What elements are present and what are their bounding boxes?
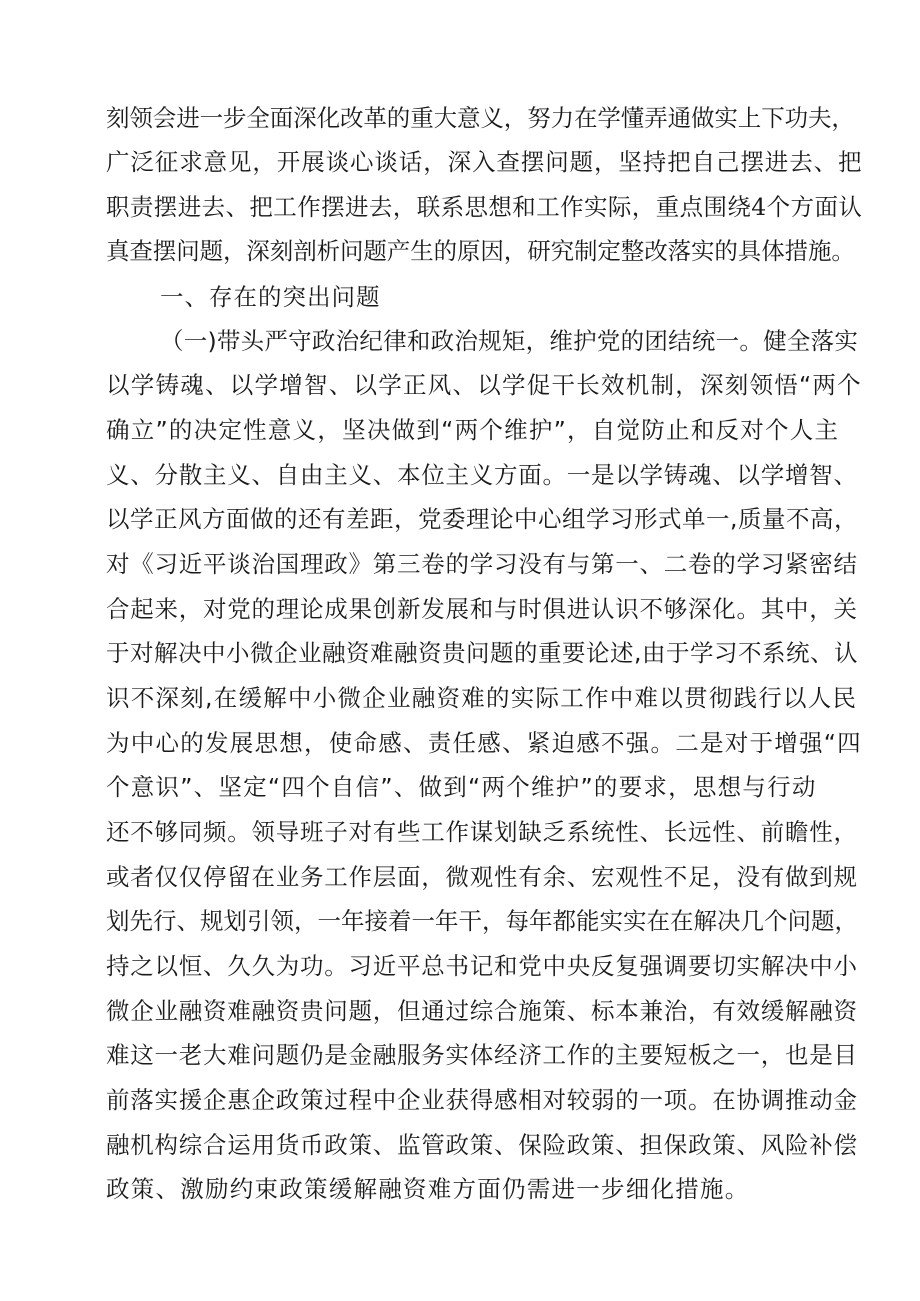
body-line-20: 政策、激励约束政策缓解融资难方面仍需进一步细化措施。 [106, 1175, 750, 1203]
body-line-2: 以学铸魂、以学增智、以学正风、以学促干长效机制，深刻领悟“两个 [106, 371, 862, 399]
intro-line-4: 真查摆问题，深刻剖析问题产生的原因，研究制定整改落实的具体措施。 [106, 237, 855, 265]
body-line-9: 识不深刻,在缓解中小微企业融资难的实际工作中难以贯彻践行以人民 [106, 684, 858, 712]
body-line-11: 个意识”、坚定“四个自信”、做到“两个维护”的要求，思想与行动 [106, 773, 817, 801]
body-line-1: （一)带头严守政治纪律和政治规矩，维护党的团结统一。健全落实 [160, 327, 859, 355]
body-line-4: 义、分散主义、自由主义、本位主义方面。一是以学铸魂、以学增智、 [106, 461, 858, 489]
body-line-6: 对《习近平谈治国理政》第三卷的学习没有与第一、二卷的学习紧密结 [106, 550, 858, 578]
body-line-7: 合起来，对党的理论成果创新发展和与时俱进认识不够深化。其中，关 [106, 595, 858, 623]
body-line-15: 持之以恒、久久为功。习近平总书记和党中央反复强调要切实解决中小 [106, 952, 858, 980]
body-line-13: 或者仅仅停留在业务工作层面，微观性有余、宏观性不足，没有做到规 [106, 863, 858, 891]
intro-line-1: 刻领会进一步全面深化改革的重大意义，努力在学懂弄通做实上下功夫， [106, 104, 855, 132]
body-line-3: 确立”的决定性意义，坚决做到“两个维护”，自觉防止和反对个人主 [106, 416, 840, 444]
body-line-18: 前落实援企惠企政策过程中企业获得感相对较弱的一项。在协调推动金 [106, 1086, 858, 1114]
body-line-12: 还不够同频。领导班子对有些工作谋划缺乏系统性、长远性、前瞻性， [106, 818, 858, 846]
intro-line-3: 职责摆进去、把工作摆进去，联系思想和工作实际，重点围绕4个方面认 [106, 193, 863, 221]
body-line-14: 划先行、规划引领，一年接着一年干，每年都能实实在在解决几个问题， [106, 907, 858, 935]
body-line-16: 微企业融资难融资贵问题，但通过综合施策、标本兼治，有效缓解融资 [106, 997, 858, 1025]
intro-line-2: 广泛征求意见，开展谈心谈话，深入查摆问题，坚持把自己摆进去、把 [106, 148, 863, 176]
body-line-17: 难这一老大难问题仍是金融服务实体经济工作的主要短板之一，也是目 [106, 1041, 858, 1069]
body-line-5: 以学正风方面做的还有差距，党委理论中心组学习形式单一,质量不高， [106, 505, 858, 533]
body-line-10: 为中心的发展思想，使命感、责任感、紧迫感不强。二是对于增强“四 [106, 729, 862, 757]
body-line-19: 融机构综合运用货币政策、监管政策、保险政策、担保政策、风险补偿 [106, 1131, 858, 1159]
section-heading: 一、存在的突出问题 [160, 283, 381, 311]
body-line-8: 于对解决中小微企业融资难融资贵问题的重要论述,由于学习不系统、认 [106, 639, 858, 667]
